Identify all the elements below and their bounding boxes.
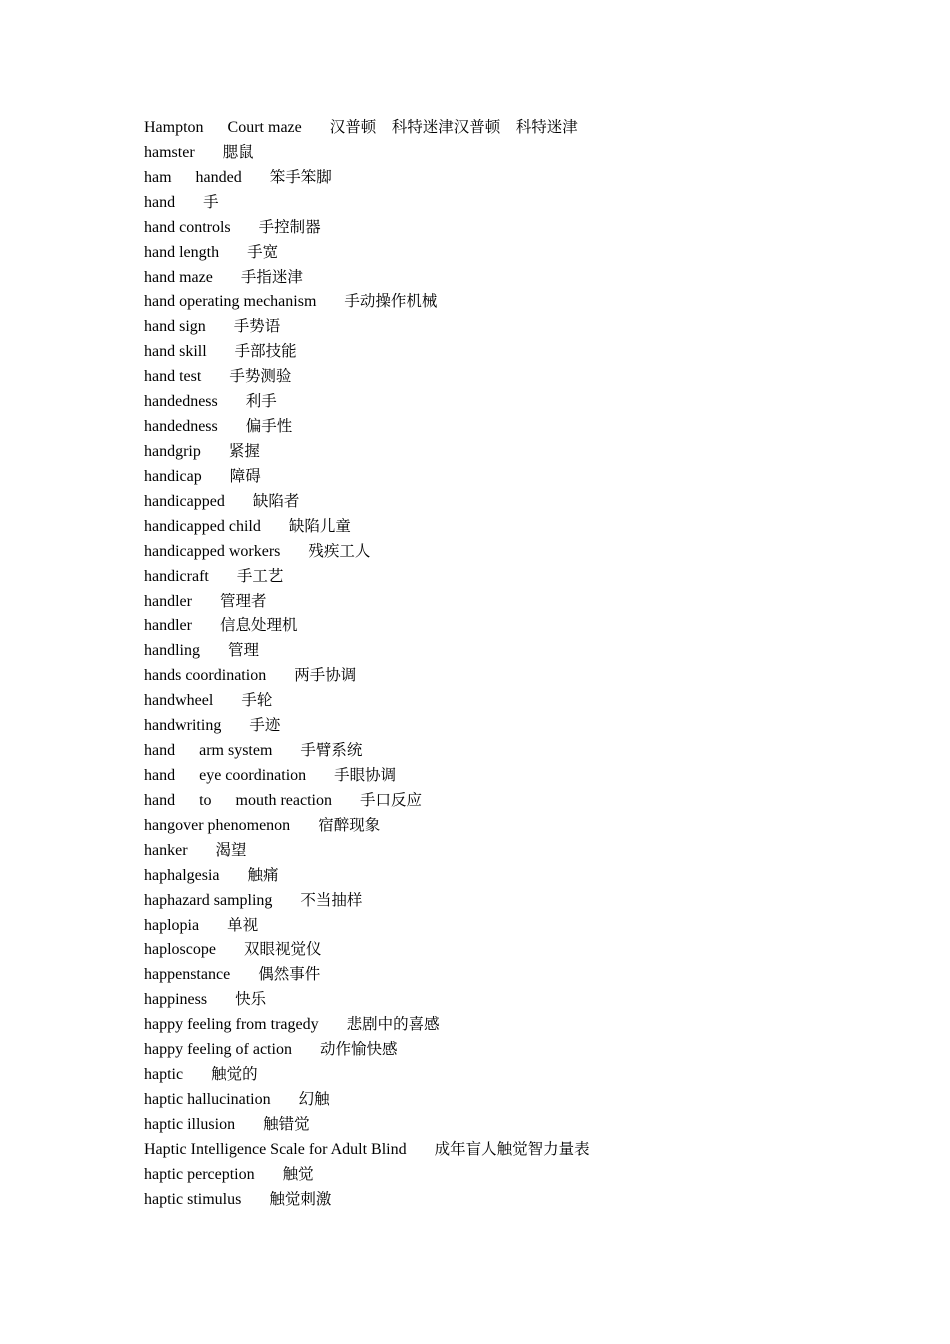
chinese-translation: 渴望	[215, 840, 247, 859]
glossary-entry	[144, 663, 590, 688]
english-term: handling	[144, 642, 200, 660]
chinese-translation: 手势语	[233, 317, 281, 336]
english-term: hanker	[144, 841, 188, 859]
english-term: hand	[144, 193, 176, 211]
glossary-entry	[144, 115, 590, 140]
glossary-entry	[144, 314, 590, 339]
chinese-translation: 手势测验	[229, 367, 292, 386]
glossary-entry	[144, 464, 590, 489]
chinese-translation: 汉普顿 科特迷津汉普顿 科特迷津	[329, 118, 578, 136]
english-term: hand eye coordination	[144, 766, 307, 784]
chinese-translation: 不当抽样	[300, 890, 363, 909]
chinese-translation: 幻触	[298, 1089, 330, 1108]
chinese-translation: 缺陷者	[252, 491, 300, 510]
english-term: hand operating mechanism	[144, 293, 317, 311]
glossary-entry	[144, 1037, 590, 1062]
english-term: haptic stimulus	[144, 1190, 242, 1208]
chinese-translation: 手指迷津	[240, 267, 303, 286]
chinese-translation: 触觉的	[211, 1065, 258, 1084]
glossary-entry	[144, 713, 590, 738]
chinese-translation: 快乐	[235, 990, 267, 1009]
chinese-translation: 腮鼠	[222, 142, 254, 161]
english-term: handicap	[144, 467, 202, 485]
glossary-entry	[144, 539, 590, 564]
english-term: handicapped child	[144, 517, 261, 535]
glossary-entry	[144, 165, 590, 190]
english-term: haptic hallucination	[144, 1090, 271, 1108]
chinese-translation: 两手协调	[294, 666, 357, 685]
glossary-entry	[144, 564, 590, 589]
english-term: happiness	[144, 991, 208, 1009]
chinese-translation: 障碍	[229, 466, 261, 485]
glossary-entry	[144, 913, 590, 938]
glossary-entry	[144, 1137, 590, 1162]
glossary-entry	[144, 788, 590, 813]
english-term: happy feeling of action	[144, 1041, 292, 1059]
english-term: handicapped	[144, 492, 225, 510]
chinese-translation: 宿醉现象	[318, 815, 381, 834]
glossary-entry	[144, 838, 590, 863]
chinese-translation: 残疾工人	[308, 541, 371, 560]
chinese-translation: 手工艺	[236, 566, 284, 585]
english-term: hand controls	[144, 218, 231, 236]
english-term: hand skill	[144, 343, 207, 361]
chinese-translation: 单视	[227, 915, 259, 934]
glossary-entry	[144, 514, 590, 539]
english-term: happy feeling from tragedy	[144, 1016, 319, 1034]
glossary-entry	[144, 439, 590, 464]
english-term: haploscope	[144, 941, 216, 959]
glossary-entry	[144, 937, 590, 962]
glossary-list	[144, 115, 590, 1212]
english-term: haptic	[144, 1066, 184, 1084]
english-term: handler	[144, 592, 192, 610]
chinese-translation: 双眼视觉仪	[243, 940, 322, 959]
chinese-translation: 利手	[245, 392, 277, 411]
chinese-translation: 触痛	[247, 865, 279, 884]
english-term: handwriting	[144, 717, 222, 735]
chinese-translation: 手动操作机械	[344, 292, 438, 311]
english-term: haptic perception	[144, 1165, 255, 1183]
glossary-entry	[144, 140, 590, 165]
glossary-entry	[144, 1012, 590, 1037]
chinese-translation: 手轮	[241, 691, 273, 710]
glossary-entry	[144, 763, 590, 788]
chinese-translation: 触错觉	[263, 1114, 310, 1133]
glossary-entry	[144, 364, 590, 389]
glossary-entry	[144, 638, 590, 663]
glossary-entry	[144, 489, 590, 514]
glossary-entry	[144, 389, 590, 414]
glossary-entry	[144, 240, 590, 265]
chinese-translation: 手迹	[249, 716, 281, 735]
chinese-translation: 悲剧中的喜感	[346, 1015, 440, 1034]
chinese-translation: 手口反应	[359, 790, 422, 809]
chinese-translation: 手宽	[247, 242, 279, 261]
english-term: hand maze	[144, 268, 213, 286]
chinese-translation: 管理者	[219, 591, 267, 610]
english-term: Haptic Intelligence Scale for Adult Blind	[144, 1140, 407, 1158]
chinese-translation: 触觉	[282, 1164, 314, 1183]
chinese-translation: 缺陷儿童	[288, 516, 351, 535]
english-term: hand to mouth reaction	[144, 791, 332, 809]
glossary-entry	[144, 738, 590, 763]
english-term: hangover phenomenon	[144, 816, 291, 834]
chinese-translation: 管理	[228, 641, 260, 660]
english-term: ham handed	[144, 168, 242, 186]
english-term: happenstance	[144, 966, 231, 984]
chinese-translation: 紧握	[228, 441, 260, 460]
chinese-translation: 手部技能	[234, 342, 297, 361]
glossary-entry	[144, 1112, 590, 1137]
glossary-entry	[144, 688, 590, 713]
english-term: hands coordination	[144, 667, 267, 685]
english-term: Hampton Court maze	[144, 119, 302, 136]
english-term: haphazard sampling	[144, 891, 273, 909]
glossary-entry	[144, 1062, 590, 1087]
english-term: handwheel	[144, 692, 214, 710]
chinese-translation: 手	[203, 192, 219, 211]
english-term: hand arm system	[144, 742, 273, 760]
english-term: haplopia	[144, 916, 200, 934]
english-term: hamster	[144, 143, 195, 161]
english-term: hand length	[144, 243, 220, 261]
glossary-entry	[144, 613, 590, 638]
english-term: handgrip	[144, 442, 201, 460]
glossary-entry	[144, 813, 590, 838]
glossary-entry	[144, 1087, 590, 1112]
glossary-entry	[144, 987, 590, 1012]
chinese-translation: 偶然事件	[258, 965, 321, 984]
glossary-entry	[144, 190, 590, 215]
glossary-entry	[144, 888, 590, 913]
english-term: hand test	[144, 368, 202, 386]
chinese-translation: 手眼协调	[334, 765, 397, 784]
glossary-entry	[144, 265, 590, 290]
chinese-translation: 动作愉快感	[319, 1040, 398, 1059]
chinese-translation: 信息处理机	[219, 616, 298, 635]
english-term: handicraft	[144, 567, 209, 585]
english-term: handedness	[144, 418, 218, 436]
glossary-entry	[144, 962, 590, 987]
chinese-translation: 偏手性	[245, 417, 293, 436]
english-term: haphalgesia	[144, 866, 220, 884]
chinese-translation: 笨手笨脚	[269, 167, 332, 186]
glossary-entry	[144, 289, 590, 314]
glossary-entry	[144, 863, 590, 888]
english-term: hand sign	[144, 318, 206, 336]
glossary-entry	[144, 1187, 590, 1212]
english-term: handedness	[144, 393, 218, 411]
chinese-translation: 成年盲人触觉智力量表	[434, 1139, 590, 1158]
english-term: handicapped workers	[144, 542, 281, 560]
english-term: handler	[144, 617, 192, 635]
glossary-entry	[144, 1162, 590, 1187]
glossary-entry	[144, 589, 590, 614]
chinese-translation: 手控制器	[258, 217, 321, 236]
glossary-entry	[144, 414, 590, 439]
chinese-translation: 手臂系统	[300, 741, 363, 760]
english-term: haptic illusion	[144, 1115, 236, 1133]
chinese-translation: 触觉刺激	[269, 1189, 332, 1208]
glossary-entry	[144, 339, 590, 364]
glossary-entry	[144, 215, 590, 240]
